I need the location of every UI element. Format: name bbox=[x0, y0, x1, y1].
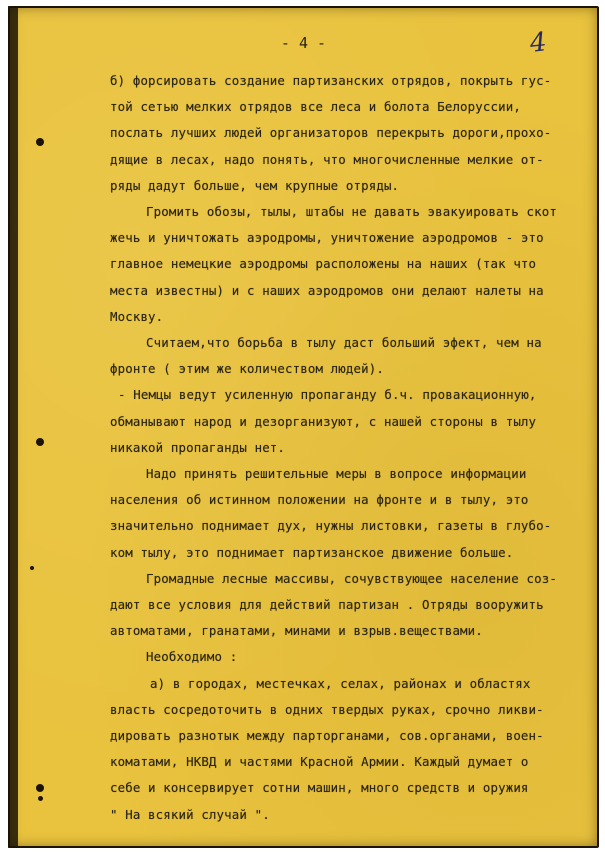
text-line: дают все условия для действий партизан . Отряды вооружить bbox=[110, 597, 544, 613]
text-line: б) форсировать создание партизанских отрядов, покрыть гус- bbox=[110, 73, 552, 88]
text-line: Необходимо : bbox=[146, 649, 238, 665]
punch-hole bbox=[36, 138, 44, 146]
text-line: дящие в лесах, надо понять, что многочисленные мелкие от- bbox=[110, 151, 544, 167]
text-line: той сетью мелких отрядов все леса и болота Белоруссии, bbox=[110, 99, 521, 115]
document-page bbox=[8, 6, 599, 848]
handwritten-page-number: 4 bbox=[528, 27, 549, 59]
page-number: - 4 - bbox=[280, 34, 327, 52]
text-line: ряды дадут больше, чем крупные отряды. bbox=[110, 177, 400, 193]
text-line: власть сосредоточить в одних твердых руках, срочно ликви- bbox=[110, 701, 544, 717]
text-line: места известны) и с наших аэродромов они делают налеты на bbox=[110, 282, 544, 298]
ink-speck bbox=[30, 566, 34, 570]
text-line: жечь и уничтожать аэродромы, уничтожение аэродромов - это bbox=[110, 230, 544, 246]
ink-speck bbox=[38, 796, 43, 801]
page-edge-shadow bbox=[8, 6, 18, 848]
text-line: автоматами, гранатами, минами и взрыв.веществами. bbox=[110, 623, 483, 639]
text-line: Считаем,что борьба в тылу даст больший эфект, чем на bbox=[146, 335, 542, 351]
text-line: фронте ( этим же количеством людей). bbox=[110, 361, 384, 377]
text-line: Надо принять решительные меры в вопросе информации bbox=[146, 466, 527, 482]
text-line: значительно поднимает дух, нужны листовки, газеты в глубо- bbox=[110, 518, 552, 534]
text-line: обманывают народ и дезорганизуют, с нашей стороны в тылу bbox=[110, 413, 537, 429]
punch-hole bbox=[36, 438, 44, 446]
text-line: себе и консервирует сотни машин, много средств и оружия bbox=[110, 780, 529, 796]
text-line: Москву. bbox=[110, 308, 164, 324]
text-line: - Немцы ведут усиленную пропаганду б.ч. провакационную, bbox=[118, 387, 537, 403]
text-line: ком тылу, это поднимает партизанское движение больше. bbox=[110, 544, 514, 560]
text-line: главное немецкие аэродромы расположены на наших (так что bbox=[110, 256, 537, 272]
text-line: никакой пропаганды нет. bbox=[110, 439, 286, 455]
text-line: " На всякий случай ". bbox=[110, 806, 270, 822]
typed-text-body bbox=[110, 68, 596, 828]
text-line: послать лучших людей организаторов перекрыть дороги,прохо- bbox=[110, 125, 552, 141]
text-line: а) в городах, местечках, селах, районах и областях bbox=[150, 675, 531, 691]
text-line: населения об истинном положении на фронте и в тылу, это bbox=[110, 492, 529, 508]
text-line: Громадные лесные массивы, сочувствующее население соз- bbox=[146, 570, 557, 586]
punch-hole bbox=[36, 784, 44, 792]
text-line: коматами, НКВД и частями Красной Армии. Каждый думает о bbox=[110, 754, 529, 770]
text-line: Громить обозы, тылы, штабы не давать эвакуировать скот bbox=[146, 204, 557, 220]
text-line: дировать разнотык между парторганами, сов.органами, воен- bbox=[110, 728, 544, 744]
